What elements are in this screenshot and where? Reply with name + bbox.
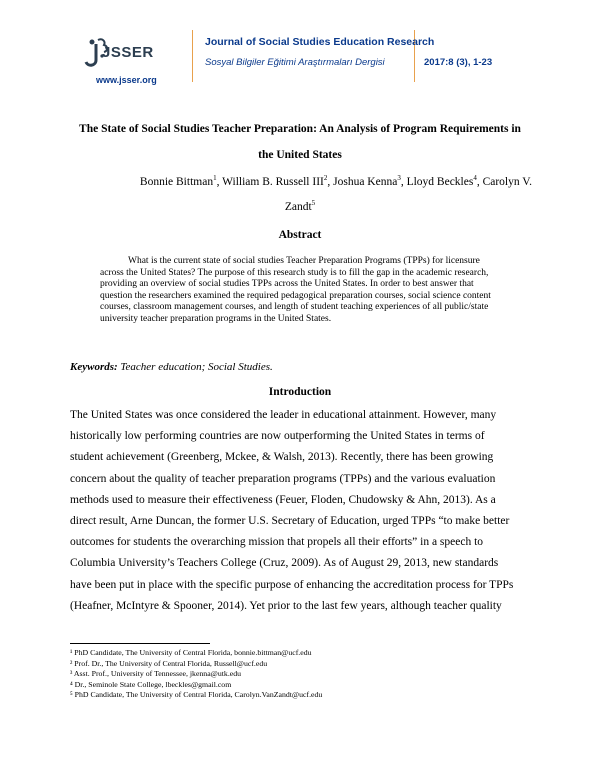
author-3: , Joshua Kenna xyxy=(327,176,398,188)
abstract-line: What is the current state of social studies Teacher Preparation Programs (TPPs) for licensure xyxy=(128,256,480,266)
abstract-text xyxy=(100,256,515,326)
footnotes xyxy=(70,648,322,701)
journal-subtitle: Sosyal Bilgiler Eğitimi Araştırmaları Dergisi xyxy=(205,57,385,68)
paper-title-line-2: the United States xyxy=(258,149,342,161)
body-line: The United States was once considered the leader in educational attainment. However, many xyxy=(70,409,497,421)
paper-title-line-1: The State of Social Studies Teacher Preparation: An Analysis of Program Requirements in xyxy=(79,123,521,135)
abstract-line: across the United States? The purpose of this research study is to fill the gap in the academic research, xyxy=(100,267,489,278)
footnote-4: ⁴ Dr., Seminole State College, lbeckles@gmail.com xyxy=(70,679,232,689)
author-5-cont: Zandt xyxy=(284,201,312,213)
footnote-5: ⁵ PhD Candidate, The University of Central Florida, Carolyn.VanZandt@ucf.edu xyxy=(70,690,323,700)
author-2: , William B. Russell III xyxy=(216,176,324,188)
author-3-mark: 3 xyxy=(397,174,401,183)
footnote-2: ² Prof. Dr., The University of Central Florida, Russell@ucf.edu xyxy=(70,658,268,668)
body-line: historically low performing countries are now outperforming the United States in terms of xyxy=(70,430,485,443)
author-1: Bonnie Bittman xyxy=(139,176,214,188)
footnote-1: ¹ PhD Candidate, The University of Central Florida, bonnie.bittman@ucf.edu xyxy=(70,648,312,657)
footnote-3: ³ Asst. Prof., University of Tennessee, jkenna@utk.edu xyxy=(70,669,242,679)
keywords xyxy=(70,361,273,373)
author-1-mark: 1 xyxy=(213,174,217,183)
author-4-mark: 4 xyxy=(473,174,477,183)
body-line: Columbia University’s Teachers College (Cruz, 2009). As of August 29, 2013, new standards xyxy=(70,557,499,570)
author-2-mark: 2 xyxy=(323,174,328,183)
keywords-text: Teacher education; Social Studies. xyxy=(117,361,273,373)
introduction-heading: Introduction xyxy=(268,386,332,398)
journal-title: Journal of Social Studies Education Research xyxy=(205,36,435,48)
body-line: concern about the quality of teacher preparation programs (TPPs) and the various evaluation xyxy=(70,472,496,485)
body-line: (Heafner, McIntyre & Spooner, 2014). Yet prior to the last few years, although teacher quality xyxy=(70,599,502,612)
footnote-rule xyxy=(70,643,210,644)
body-line: student achievement (Greenberg, Mckee, & Walsh, 2013). Recently, there has been growing xyxy=(70,451,494,464)
abstract-line: providing an overview of social studies TPPs across the United States. In order to best answer that xyxy=(100,279,474,290)
author-list xyxy=(140,176,532,188)
keywords-label: Keywords: xyxy=(70,361,118,373)
site-url-link[interactable]: www.jsser.org xyxy=(96,75,157,85)
body-line: have been put in place with the specific purpose of enhancing the accreditation process for TPPs xyxy=(70,578,514,591)
author-5-mark: 5 xyxy=(311,199,316,208)
author-list-cont xyxy=(0,201,600,213)
issue-info: 2017:8 (3), 1-23 xyxy=(424,57,493,68)
abstract-line: courses, classroom management courses, and length of student teaching experiences of all public/state xyxy=(100,302,489,313)
abstract-line: question the researchers examined the required pedagogical preparation courses, social science content xyxy=(100,290,491,301)
body-line: outcomes for students the overarching mission that propels all their efforts” in a speech to xyxy=(70,536,484,549)
abstract-heading: Abstract xyxy=(278,229,322,241)
body-line: direct result, Arne Duncan, the former U.S. Secretary of Education, urged TPPs “to make better xyxy=(70,514,510,527)
logo-text: JSSER xyxy=(102,44,154,61)
abstract-line: university teacher preparation programs in the United States. xyxy=(100,313,332,324)
author-4: , Lloyd Beckles xyxy=(400,176,474,188)
introduction-text xyxy=(70,405,540,617)
body-line: methods used to measure their effectiveness (Feuer, Floden, Chudowsky & Ahn, 2013). As a xyxy=(70,493,496,506)
header-divider-left xyxy=(192,30,193,82)
author-5: , Carolyn V. xyxy=(476,176,532,188)
